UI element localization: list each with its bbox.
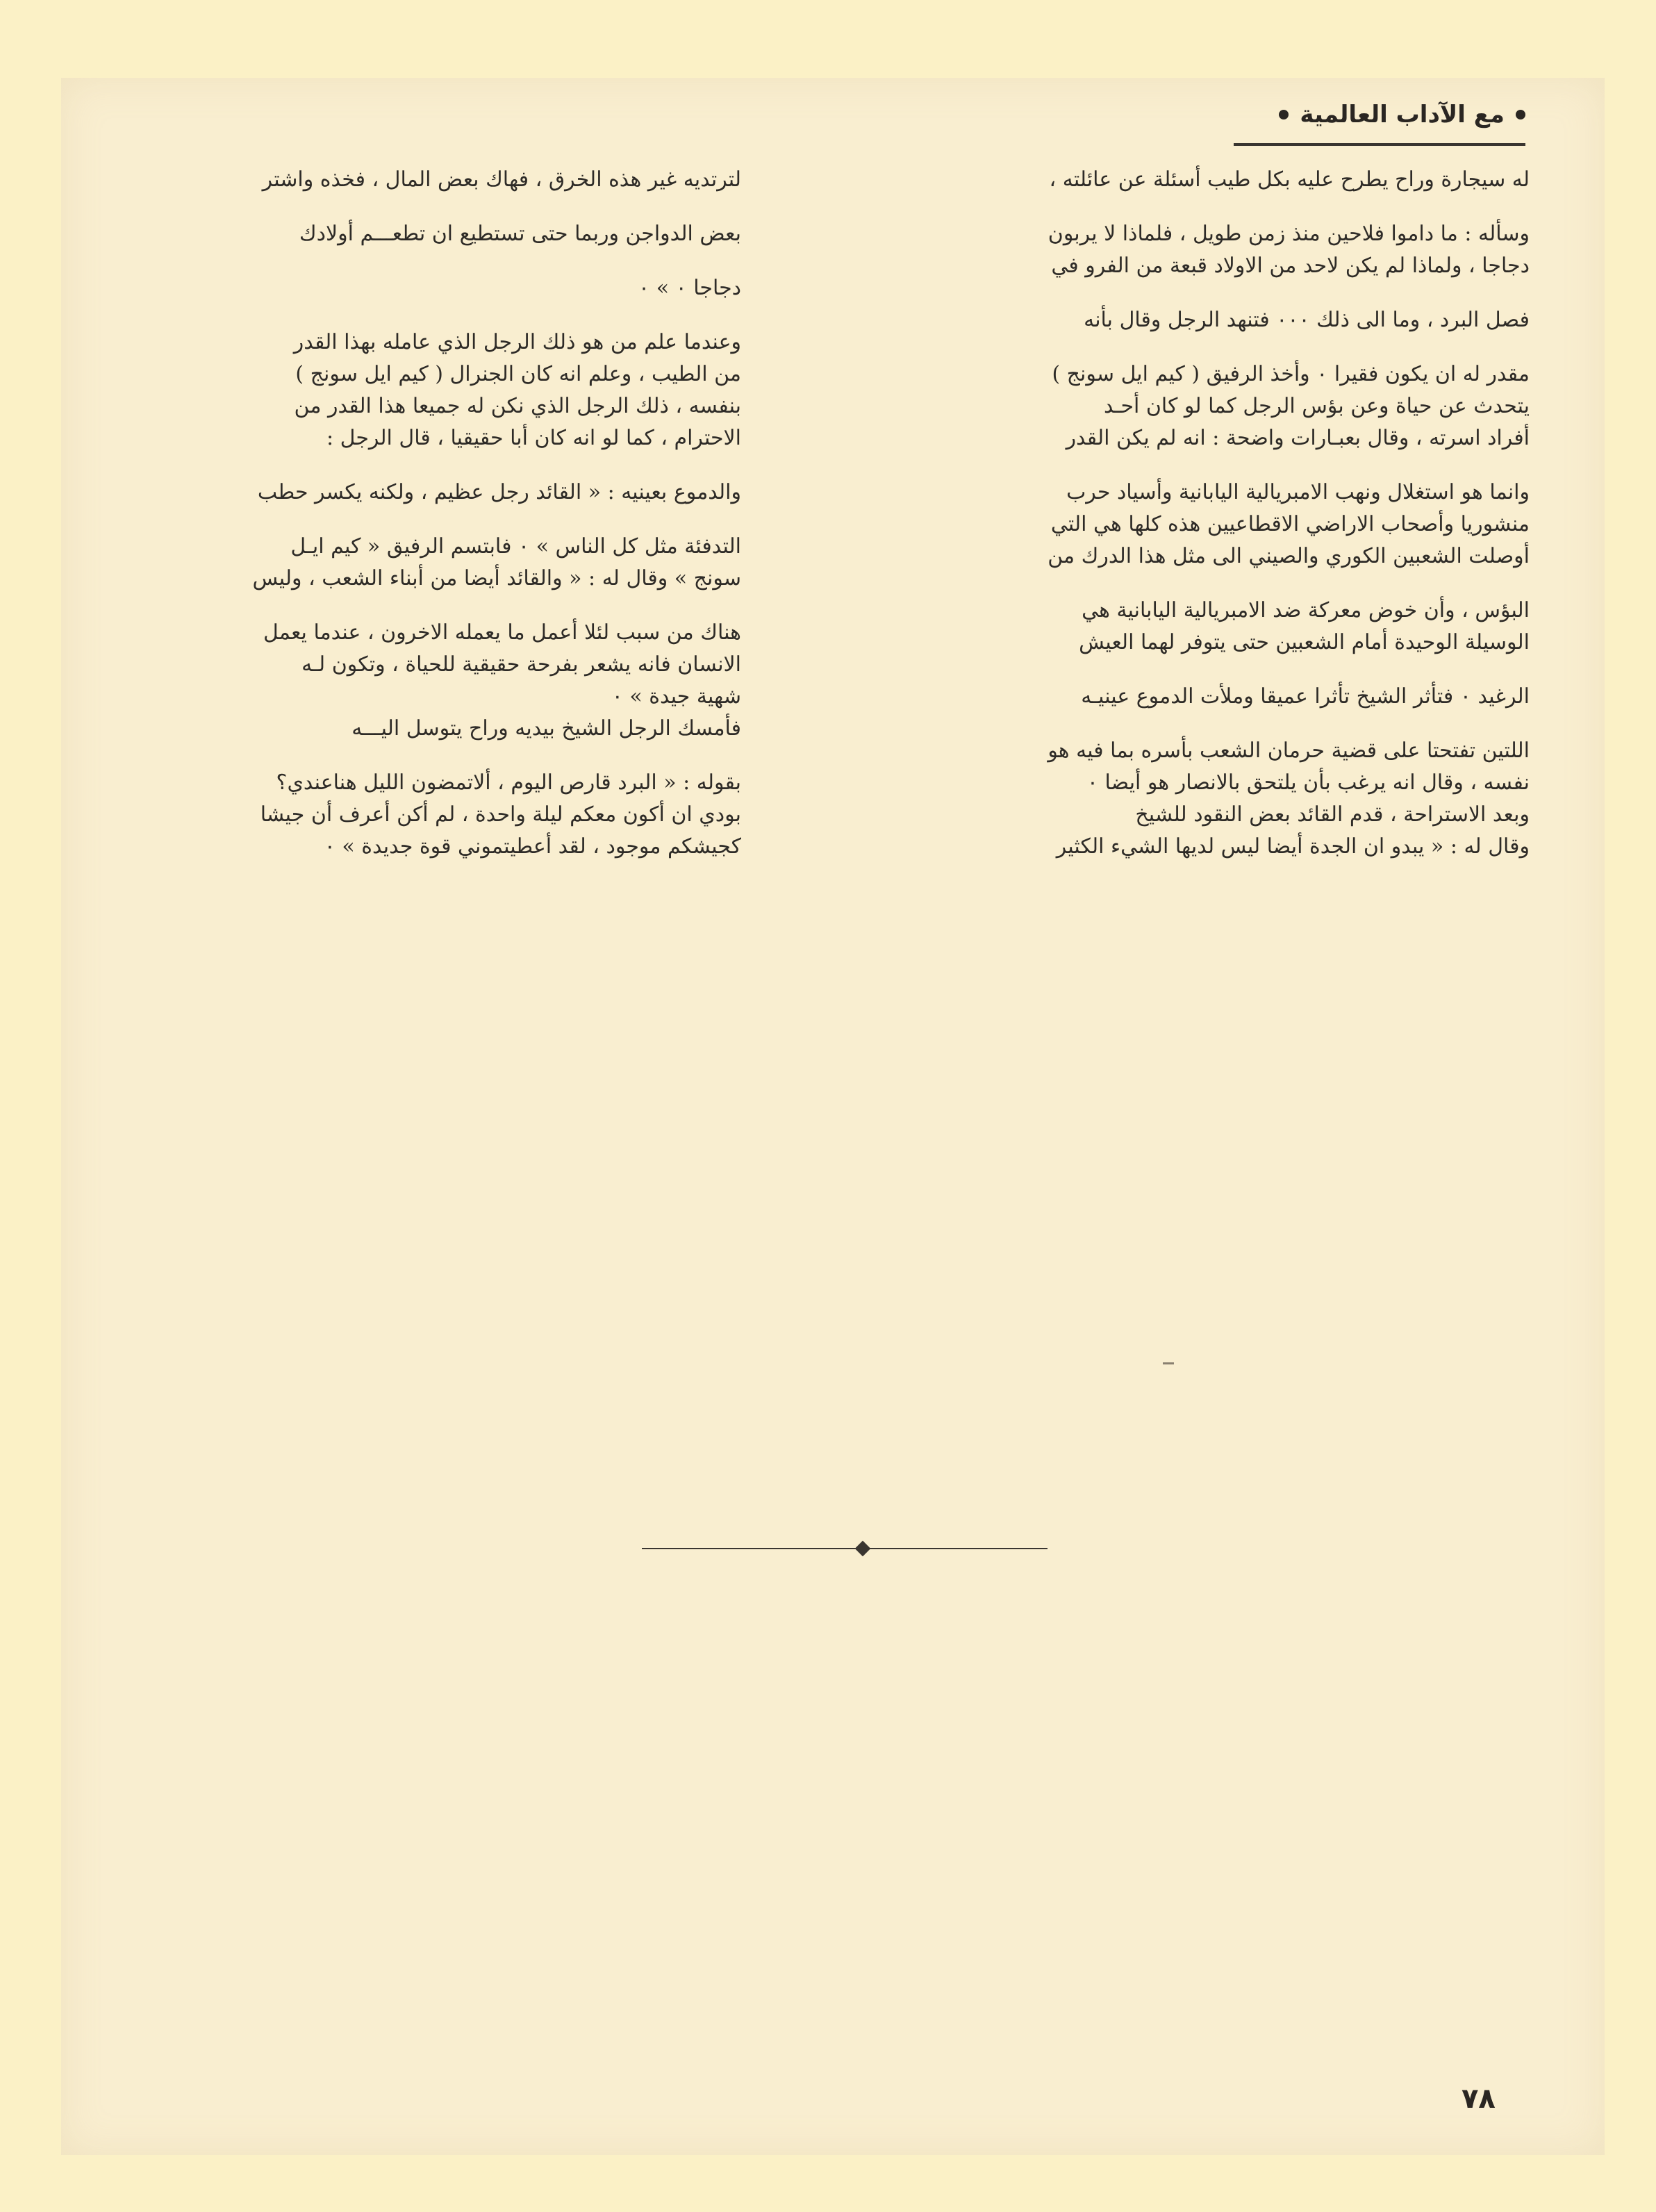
paragraph-gap [891, 659, 1530, 681]
text-line: نفسه ، وقال انه يرغب بأن يلتحق بالانصار هو أيضا ٠ [1086, 770, 1530, 795]
bullet-icon [1516, 110, 1525, 119]
paragraph-gap [891, 196, 1530, 218]
text-line: شهية جيدة » ٠ [611, 684, 741, 709]
text-line: سونج » وقال له : « والقائد أيضا من أبناء الشعب ، وليس [252, 566, 741, 591]
text-line: دجاجا ، ولماذا لم يكن لاحد من الاولاد قبعة من الفرو في [1051, 254, 1530, 278]
text-line: البؤس ، وأن خوض معركة ضد الامبريالية اليابانية هي [1082, 598, 1530, 622]
text-line: وانما هو استغلال ونهب الامبريالية اليابانية وأسياد حرب [1066, 480, 1530, 504]
paragraph-gap [66, 454, 741, 477]
text-line: الرغيد ٠ فتأثر الشيخ تأثرا عميقا وملأت الدموع عينيـه [1081, 684, 1530, 709]
text-line: بقوله : « البرد قارص اليوم ، ألاتمضون الليل هناعندي؟ [276, 770, 741, 795]
text-line: فأمسك الرجل الشيخ بيديه وراح يتوسل اليـــه [351, 716, 741, 741]
text-line: بنفسه ، ذلك الرجل الذي نكن له جميعا هذا القدر من [294, 394, 741, 418]
text-line: الوسيلة الوحيدة أمام الشعبين حتى يتوفر لهما العيش [1079, 630, 1530, 654]
ink-speck [1163, 1362, 1174, 1364]
text-line: وسأله : ما داموا فلاحين منذ زمن طويل ، فلماذا لا يربون [1048, 222, 1530, 246]
text-line: أوصلت الشعبين الكوري والصيني الى مثل هذا الدرك من [1048, 544, 1530, 568]
page-number: ٧٨ [1462, 2083, 1496, 2115]
text-line: له سيجارة وراح يطرح عليه بكل طيب أسئلة عن عائلته ، [1049, 167, 1530, 192]
text-line: أفراد اسرته ، وقال بعبـارات واضحة : انه لم يكن القدر [1066, 426, 1530, 450]
text-line: بودي ان أكون معكم ليلة واحدة ، لم أكن أعرف أن جيشا [260, 802, 741, 827]
text-line: وعندما علم من هو ذلك الرجل الذي عامله بهذا القدر [293, 330, 741, 354]
text-line: اللتين تفتحتا على قضية حرمان الشعب بأسره بما فيه هو [1048, 738, 1530, 763]
text-line: وقال له : « يبدو ان الجدة أيضا ليس لديها الشيء الكثير [1056, 834, 1530, 859]
header-title-row [1248, 90, 1525, 139]
text-line: هناك من سبب لئلا أعمل ما يعمله الاخرون ، عندما يعمل [263, 620, 741, 645]
paragraph-gap [66, 196, 741, 218]
section-header [1248, 90, 1525, 146]
paragraph-gap [891, 454, 1530, 477]
text-line: فصل البرد ، وما الى ذلك ٠٠٠ فتنهد الرجل وقال بأنه [1084, 308, 1530, 332]
ornamental-divider [642, 1548, 1048, 1549]
text-line: يتحدث عن حياة وعن بؤس الرجل كما لو كان أحـد [1103, 394, 1530, 418]
text-line: كجيشكم موجود ، لقد أعطيتموني قوة جديدة » ٠ [324, 834, 741, 859]
text-line: دجاجا ٠ » ٠ [638, 276, 741, 300]
section-title: مع الآداب العالمية [1300, 101, 1505, 129]
paragraph-gap [891, 282, 1530, 304]
text-line: الاحترام ، كما لو انه كان أبا حقيقيا ، قال الرجل : [326, 426, 741, 450]
text-line: وبعد الاستراحة ، قدم القائد بعض النقود للشيخ [1135, 802, 1530, 827]
text-line: التدفئة مثل كل الناس » ٠ فابتسم الرفيق « كيم ايـل [290, 534, 741, 559]
text-line: مقدر له ان يكون فقيرا ٠ وأخذ الرفيق ( كيم ايل سونج ) [1052, 362, 1530, 386]
text-line: والدموع بعينيه : « القائد رجل عظيم ، ولكنه يكسر حطب [257, 480, 741, 504]
paragraph-gap [66, 595, 741, 617]
text-line: منشوريا وأصحاب الاراضي الاقطاعيين هذه كلها هي التي [1050, 512, 1530, 536]
bullet-icon [1279, 110, 1289, 119]
paragraph-gap [891, 572, 1530, 595]
text-line: من الطيب ، وعلم انه كان الجنرال ( كيم ايل سونج ) [295, 362, 741, 386]
text-line: الانسان فانه يشعر بفرحة حقيقية للحياة ، وتكون لـه [301, 652, 741, 677]
paragraph-gap [66, 250, 741, 272]
text-line: لترتديه غير هذه الخرق ، فهاك بعض المال ، فخذه واشتر [262, 167, 741, 192]
paragraph-gap [891, 713, 1530, 735]
header-rule [1234, 143, 1525, 146]
left-text-column [66, 164, 741, 863]
paragraph-gap [66, 745, 741, 767]
right-text-column [891, 164, 1530, 863]
paragraph-gap [66, 509, 741, 531]
text-line: بعض الدواجن وربما حتى تستطيع ان تطعـــم أولادك [299, 222, 741, 246]
paragraph-gap [66, 304, 741, 327]
paragraph-gap [891, 336, 1530, 358]
